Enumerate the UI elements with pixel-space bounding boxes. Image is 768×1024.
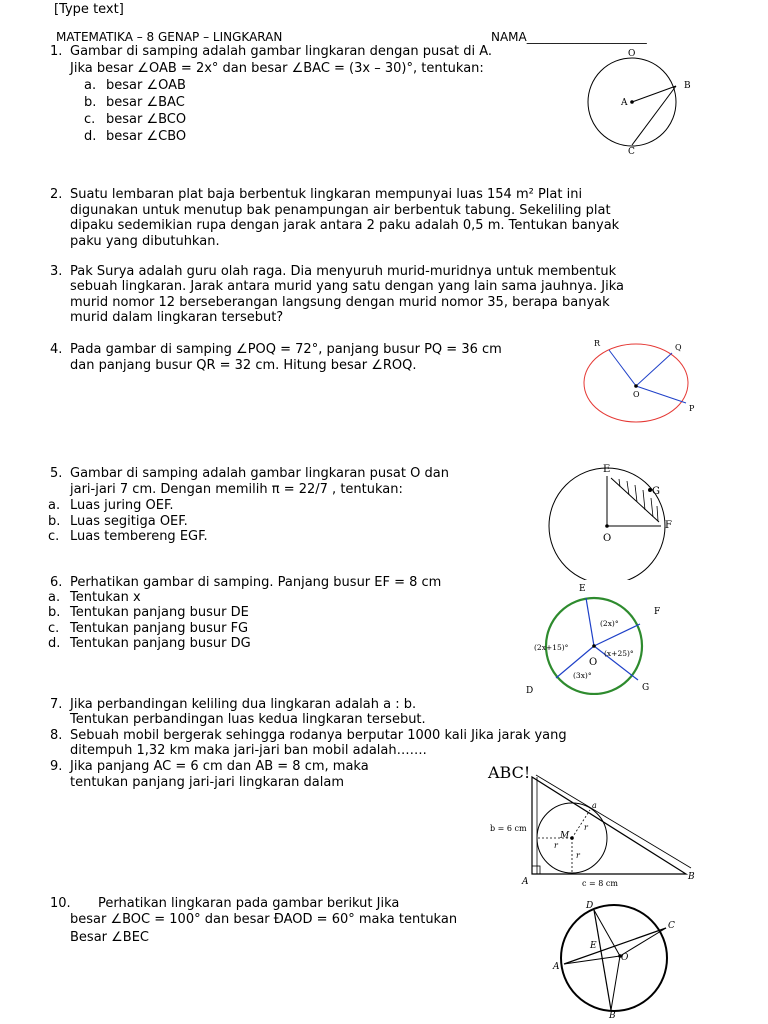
incenter-point (570, 836, 574, 840)
question-number: 6. (50, 575, 63, 590)
item-label: b. (48, 514, 61, 529)
question-text: murid dalam lingkaran tersebut? (70, 310, 284, 325)
label-E: E (603, 464, 611, 475)
question-6-items (48, 590, 368, 654)
question-text: jari-jari 7 cm. Dengan memilih π = 22/7 , tentukan: (70, 482, 403, 497)
question-9 (50, 759, 470, 793)
question-text: Suatu lembaran plat baja berbentuk lingkaran mempunyai luas 154 m² Plat ini (70, 187, 583, 202)
question-number: 9. (50, 759, 63, 774)
segment-BC (632, 86, 676, 145)
label-O: O (621, 953, 629, 963)
question-5-items (48, 498, 348, 546)
question-text: Jika perbandingan keliling dua lingkaran adalah a : b. (70, 697, 417, 712)
question-text: Gambar di samping adalah gambar lingkaran dengan pusat di A. (70, 44, 492, 59)
figure-5-circle (545, 460, 685, 580)
question-text: Pak Surya adalah guru olah raga. Dia menyuruh murid-muridnya untuk membentuk (70, 264, 617, 279)
label-O: O (628, 49, 636, 59)
item-label: a. (48, 590, 61, 605)
label-P: P (689, 404, 695, 413)
item-text: Tentukan x (70, 590, 141, 605)
label-O: O (603, 533, 612, 544)
label-D: D (526, 686, 534, 695)
question-text: sebuah lingkaran. Jarak antara murid yang satu dengan yang lain sama jauhnya. Jika (70, 279, 624, 294)
label-a: a (592, 801, 597, 810)
question-number: 5. (50, 466, 63, 481)
question-text: Perhatikan gambar di samping. Panjang busur EF = 8 cm (70, 575, 442, 590)
label-b: b = 6 cm (490, 824, 527, 833)
question-number: 4. (50, 342, 63, 357)
label-A: A (522, 877, 529, 887)
question-text: Pada gambar di samping ∠POQ = 72°, panjang busur PQ = 36 cm (70, 342, 502, 357)
item-text: Luas segitiga OEF. (70, 514, 188, 529)
item-text: Tentukan panjang busur FG (70, 621, 249, 636)
question-text: dan panjang busur QR = 32 cm. Hitung besar ∠ROQ. (70, 358, 417, 373)
question-number: 8. (50, 728, 63, 743)
question-text: dipaku sedemikian rupa dengan jarak antara 2 paku adalah 0,5 m. Tentukan banyak (70, 218, 620, 233)
question-text: Gambar di samping adalah gambar lingkaran pusat O dan (70, 466, 449, 481)
question-text: paku yang dibutuhkan. (70, 234, 220, 249)
name-field: NAMA____________________ (491, 30, 647, 44)
item-text: Luas tembereng EGF. (70, 529, 208, 544)
label-O: O (589, 657, 598, 668)
item-label: c. (48, 529, 60, 544)
circle-outline (584, 344, 688, 422)
item-label: a. (48, 498, 61, 513)
item-label: b. (84, 95, 97, 110)
question-number: 1. (50, 44, 63, 59)
segment-OA (564, 956, 620, 964)
item-text: besar ∠OAB (106, 78, 186, 93)
question-4 (50, 342, 580, 376)
figure-10-circle (548, 898, 683, 1018)
center-point (634, 384, 638, 388)
segment-OQ (636, 353, 672, 386)
figure-4-circle (582, 336, 707, 426)
segment-OE (586, 598, 594, 646)
angle-label-EOD: (2x+15)° (534, 643, 569, 652)
question-text: besar ∠BOC = 100° dan besar ĐAOD = 60° maka tentukan (70, 912, 458, 927)
item-label: d. (48, 636, 61, 651)
segment-OB (611, 956, 620, 1010)
label-B: B (609, 1011, 616, 1018)
label-B: B (684, 81, 691, 91)
segment-OP (636, 386, 686, 403)
center-point (630, 100, 634, 104)
angle-label-DOG: (3x)° (573, 671, 592, 680)
question-text: Besar ∠BEC (70, 930, 149, 945)
label-C: C (628, 147, 635, 154)
chord-AC (564, 928, 666, 964)
segment-AB (632, 86, 676, 102)
label-r3: r (584, 823, 588, 832)
question-text: ditempuh 1,32 km maka jari-jari ban mobil adalah……. (70, 743, 427, 758)
question-text: tentukan panjang jari-jari lingkaran dalam (70, 775, 344, 790)
figure-1-circle (580, 44, 700, 154)
item-label: b. (48, 605, 61, 620)
header-type-text: [Type text] (54, 2, 124, 17)
question-text: Tentukan perbandingan luas kedua lingkaran tersebut. (70, 712, 426, 727)
question-3 (50, 264, 730, 329)
item-text: besar ∠CBO (106, 129, 187, 144)
question-text: Sebuah mobil bergerak sehingga rodanya berputar 1000 kali Jika jarak yang (70, 728, 567, 743)
label-E: E (590, 941, 597, 951)
triangle-ABC (532, 777, 686, 874)
question-8 (50, 728, 690, 762)
question-number: 7. (50, 697, 63, 712)
label-E: E (579, 584, 586, 594)
label-C: C (668, 921, 675, 931)
label-R: R (594, 339, 601, 348)
label-F: F (665, 520, 672, 531)
worksheet-title: MATEMATIKA – 8 GENAP – LINGKARAN (56, 30, 283, 44)
label-D: D (586, 901, 594, 911)
label-Q: Q (675, 343, 682, 352)
question-number: 2. (50, 187, 63, 202)
chord-EF (611, 478, 659, 522)
question-7 (50, 697, 550, 731)
angle-label-FOG: (x+25)° (604, 649, 634, 658)
question-text: Jika panjang AC = 6 cm dan AB = 8 cm, maka (70, 759, 369, 774)
label-G: G (642, 683, 650, 693)
item-label: d. (84, 129, 97, 144)
label-c: c = 8 cm (582, 879, 618, 888)
outer-line-hyp (536, 775, 691, 868)
question-number: 10. (50, 896, 71, 911)
item-text: Tentukan panjang busur DE (70, 605, 249, 620)
figure-6-circle (520, 580, 670, 695)
item-text: Tentukan panjang busur DG (70, 636, 251, 651)
question-1 (50, 44, 570, 154)
item-label: c. (48, 621, 60, 636)
question-10 (50, 896, 550, 948)
question-text: Perhatikan lingkaran pada gambar berikut Jika (98, 896, 400, 911)
segment-OR (609, 350, 636, 386)
label-F: F (654, 607, 661, 617)
right-angle-mark (532, 866, 540, 874)
label-A: A (553, 962, 560, 972)
label-G: G (652, 486, 660, 497)
label-M: M (560, 831, 570, 841)
figure-title: ABC! (488, 763, 531, 782)
item-label: a. (84, 78, 97, 93)
item-label: c. (84, 112, 96, 127)
label-A: A (621, 98, 628, 108)
angle-label-EOF: (2x)° (600, 619, 619, 628)
center-point (592, 644, 596, 648)
question-number: 3. (50, 264, 63, 279)
figure-9-triangle (486, 758, 706, 890)
label-r1: r (554, 841, 558, 850)
question-2 (50, 187, 730, 252)
item-text: Luas juring OEF. (70, 498, 174, 513)
label-r2: r (576, 851, 580, 860)
circle-outline (561, 905, 667, 1011)
question-text: murid nomor 12 berseberangan langsung dengan murid nomor 35, berapa banyak (70, 295, 610, 310)
label-O: O (633, 390, 640, 399)
item-text: besar ∠BAC (106, 95, 185, 110)
item-text: besar ∠BCO (106, 112, 187, 127)
label-B: B (688, 872, 695, 882)
question-text: Jika besar ∠OAB = 2x° dan besar ∠BAC = (3x – 30)°, tentukan: (70, 61, 484, 76)
center-point (605, 524, 609, 528)
question-text: digunakan untuk menutup bak penampungan air berbentuk tabung. Sekeliling plat (70, 203, 611, 218)
